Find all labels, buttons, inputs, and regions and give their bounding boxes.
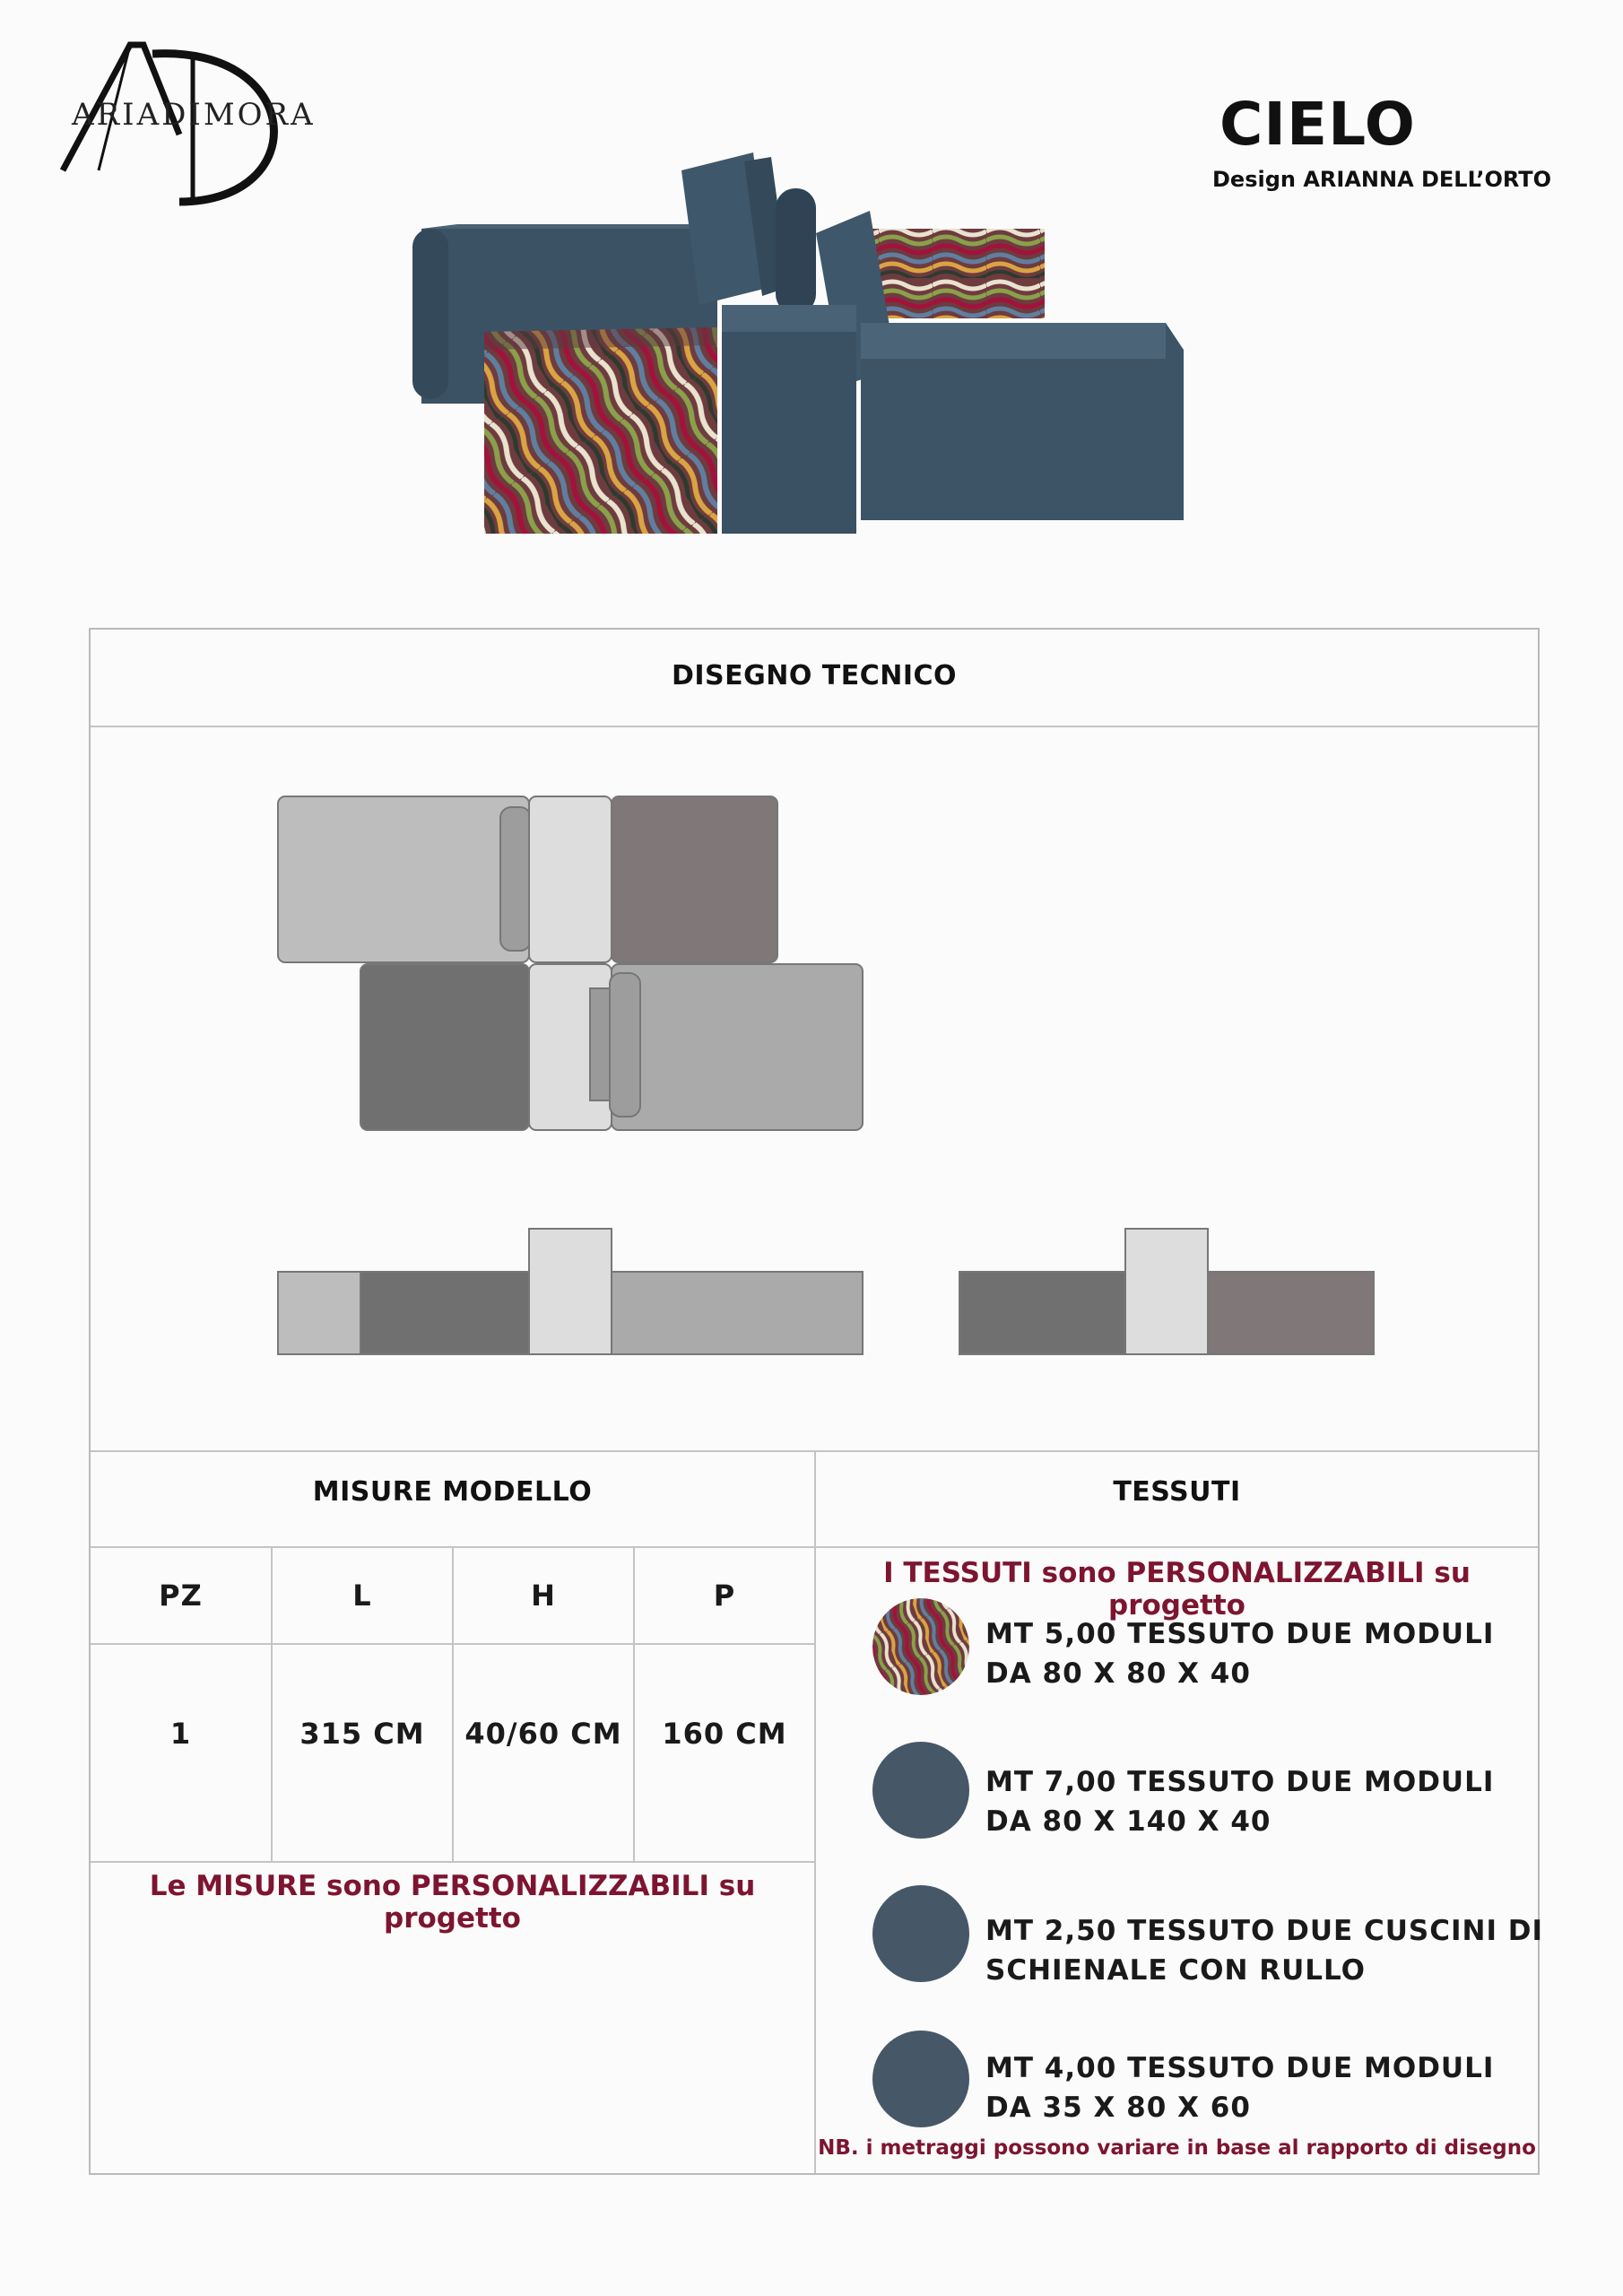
plan-module-long-right: [612, 964, 863, 1130]
fabric-item-3-line2: SCHIENALE CON RULLO: [985, 1954, 1367, 1987]
fabric-item-1: [985, 1614, 1494, 1693]
pattern-swatch-icon: [872, 1598, 969, 1695]
fabric-item-4-line2: DA 35 X 80 X 60: [985, 2092, 1251, 2124]
blue-swatch-icon: [872, 2031, 969, 2127]
fabrics-heading: TESSUTI: [1113, 1476, 1241, 1508]
plan-backrest-right: [610, 973, 640, 1117]
col-header-h: H: [531, 1578, 556, 1613]
fabric-item-3-line1: MT 2,50 TESSUTO DUE CUSCINI DI: [985, 1915, 1544, 1947]
blue-swatch-icon: [872, 1742, 969, 1839]
fabric-item-2-line2: DA 80 X 140 X 40: [985, 1805, 1271, 1838]
table-row-h: 40/60 CM: [464, 1717, 622, 1751]
plan-module-square-top: [612, 796, 777, 962]
table-row-l: 315 CM: [299, 1717, 425, 1751]
technical-drawing: [269, 789, 1390, 1363]
col-header-l: L: [352, 1578, 372, 1613]
table-row-pz: 1: [169, 1717, 192, 1751]
designer-line: Design ARIANNA DELL’ORTO: [1212, 167, 1552, 192]
technical-drawing-heading: DISEGNO TECNICO: [671, 660, 958, 691]
brand-logo: [45, 27, 314, 206]
product-title: CIELO: [1219, 90, 1416, 159]
fabric-item-1-line1: MT 5,00 TESSUTO DUE MODULI: [985, 1618, 1495, 1650]
table-row-p: 160 CM: [662, 1717, 787, 1751]
fabric-item-2: [985, 1762, 1494, 1841]
measures-heading: MISURE MODELLO: [312, 1476, 593, 1508]
col-header-pz: PZ: [159, 1578, 203, 1613]
plan-module-square-bottom: [360, 964, 529, 1130]
plan-backrest-left: [500, 807, 531, 951]
product-render: [395, 117, 1237, 547]
blue-swatch-icon: [872, 1885, 969, 1982]
fabric-item-4: [985, 2048, 1494, 2127]
plan-module-long-left: [278, 796, 529, 962]
plan-module-center-top: [529, 796, 612, 962]
brand-name: ARIADIMORA: [72, 97, 316, 133]
fabric-item-2-line1: MT 7,00 TESSUTO DUE MODULI: [985, 1766, 1495, 1798]
fabric-item-3: [985, 1911, 1543, 1990]
fabric-item-1-line2: DA 80 X 80 X 40: [985, 1657, 1251, 1690]
col-header-p: P: [713, 1578, 736, 1613]
measures-custom-note: Le MISURE sono PERSONALIZZABILI su progetto: [149, 1870, 756, 1935]
fabrics-footnote: NB. i metraggi possono variare in base al rapporto di disegno: [818, 2136, 1536, 2160]
fabric-item-4-line1: MT 4,00 TESSUTO DUE MODULI: [985, 2052, 1495, 2084]
fabrics-custom-note: I TESSUTI sono PERSONALIZZABILI su progetto: [883, 1557, 1471, 1622]
